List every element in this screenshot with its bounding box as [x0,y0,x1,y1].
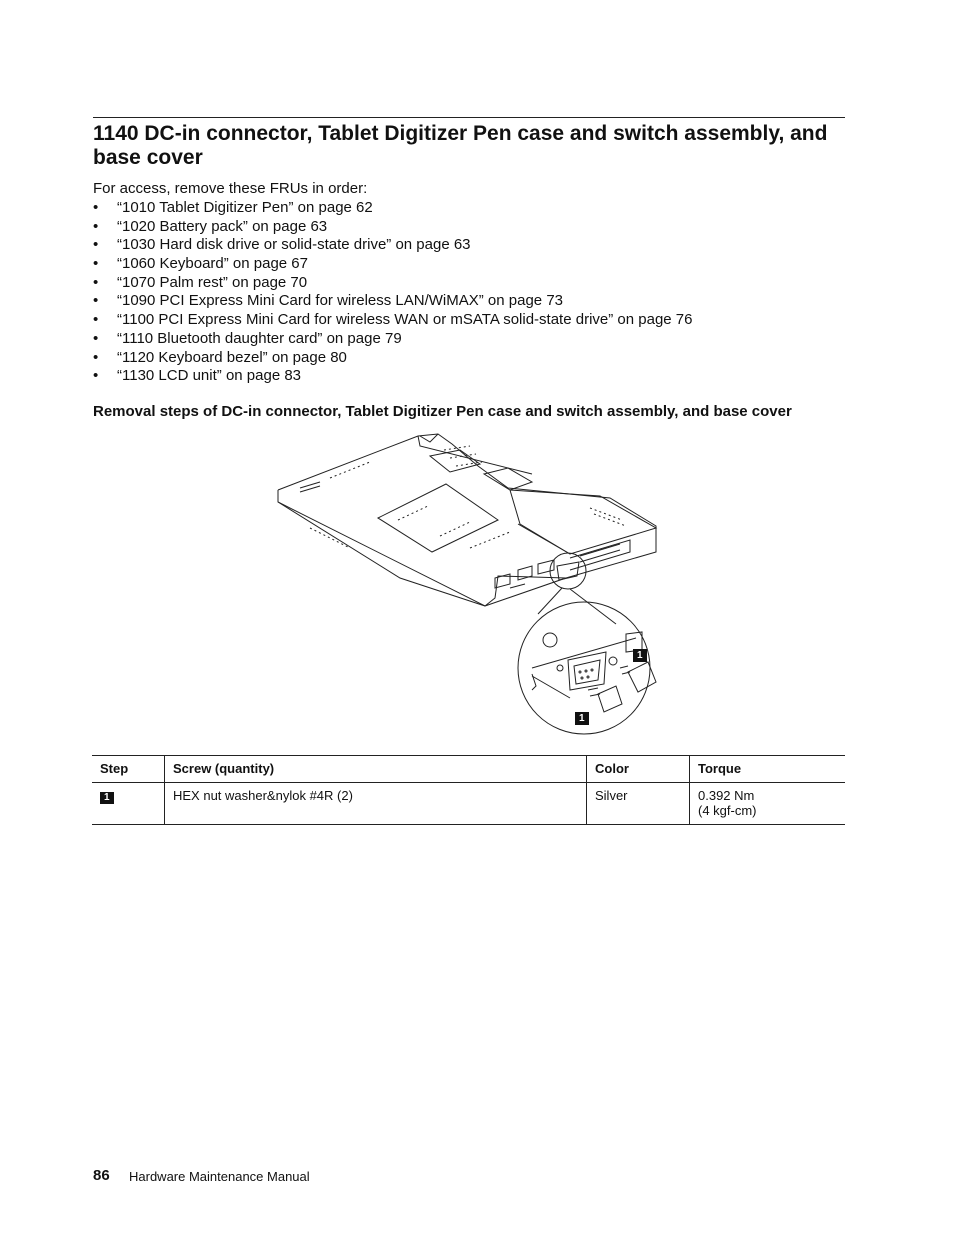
header-color: Color [587,756,690,783]
fru-list [93,199,693,386]
fru-link[interactable]: “1100 PCI Express Mini Card for wireless WAN or mSATA solid-state drive” on page 76 [117,311,693,329]
page-number: 86 [93,1167,110,1184]
table-row [92,783,845,825]
manual-title: Hardware Maintenance Manual [129,1169,310,1184]
bullet-icon: • [93,348,99,366]
bullet-icon: • [93,329,99,347]
fru-link[interactable]: “1090 PCI Express Mini Card for wireless LAN/WiMAX” on page 73 [117,292,564,310]
list-item[interactable] [93,349,693,368]
bullet-icon: • [93,367,99,385]
bullet-icon: • [93,217,99,235]
list-item[interactable] [93,367,693,386]
cell-screw: HEX nut washer&nylok #4R (2) [165,783,587,825]
cell-color: Silver [587,783,690,825]
fru-link[interactable]: “1060 Keyboard” on page 67 [117,255,308,273]
list-item[interactable] [93,255,693,274]
title-rule [93,117,845,118]
screw-table [92,755,845,825]
list-item[interactable] [93,199,693,218]
header-torque: Torque [698,761,742,776]
fru-link[interactable]: “1010 Tablet Digitizer Pen” on page 62 [117,199,373,216]
cell-step [92,783,165,825]
list-item[interactable] [93,274,693,293]
torque-kgf: (4 kgf-cm) [698,803,757,818]
fru-link[interactable]: “1110 Bluetooth daughter card” on page 79 [117,329,402,347]
header-screw: Screw (quantity) [165,756,587,783]
bullet-icon: • [93,292,99,310]
bullet-icon: • [93,255,99,273]
list-item[interactable] [93,330,693,349]
fru-link[interactable]: “1130 LCD unit” on page 83 [117,367,302,385]
access-intro: For access, remove these FRUs in order: [93,180,368,197]
bullet-icon: • [93,273,99,291]
header-step: Step [92,756,165,783]
step-number-badge: 1 [100,792,114,804]
fru-link[interactable]: “1030 Hard disk drive or solid-state drive” on page 63 [117,236,471,254]
bullet-icon: • [93,236,99,254]
list-item[interactable] [93,292,693,311]
torque-nm: 0.392 Nm [698,788,755,803]
list-item[interactable] [93,236,693,255]
fru-link[interactable]: “1120 Keyboard bezel” on page 80 [117,348,347,366]
list-item[interactable] [93,311,693,330]
section-title: 1140 DC-in connector, Tablet Digitizer Pen case and switch assembly, and base cover [93,122,828,169]
list-item[interactable] [93,218,693,237]
cell-torque [690,783,846,825]
fru-link[interactable]: “1020 Battery pack” on page 63 [117,217,328,235]
removal-illustration [270,428,660,740]
callout-1-upper: 1 [633,649,647,662]
table-header-row [92,756,845,783]
fru-link[interactable]: “1070 Palm rest” on page 70 [117,273,308,291]
removal-steps-heading: Removal steps of DC-in connector, Tablet Digitizer Pen case and switch assembly, and base cover [93,403,792,420]
bullet-icon: • [93,311,99,329]
callout-1-lower: 1 [575,712,589,725]
laptop-base-drawing [270,428,660,740]
bullet-icon: • [93,199,99,216]
